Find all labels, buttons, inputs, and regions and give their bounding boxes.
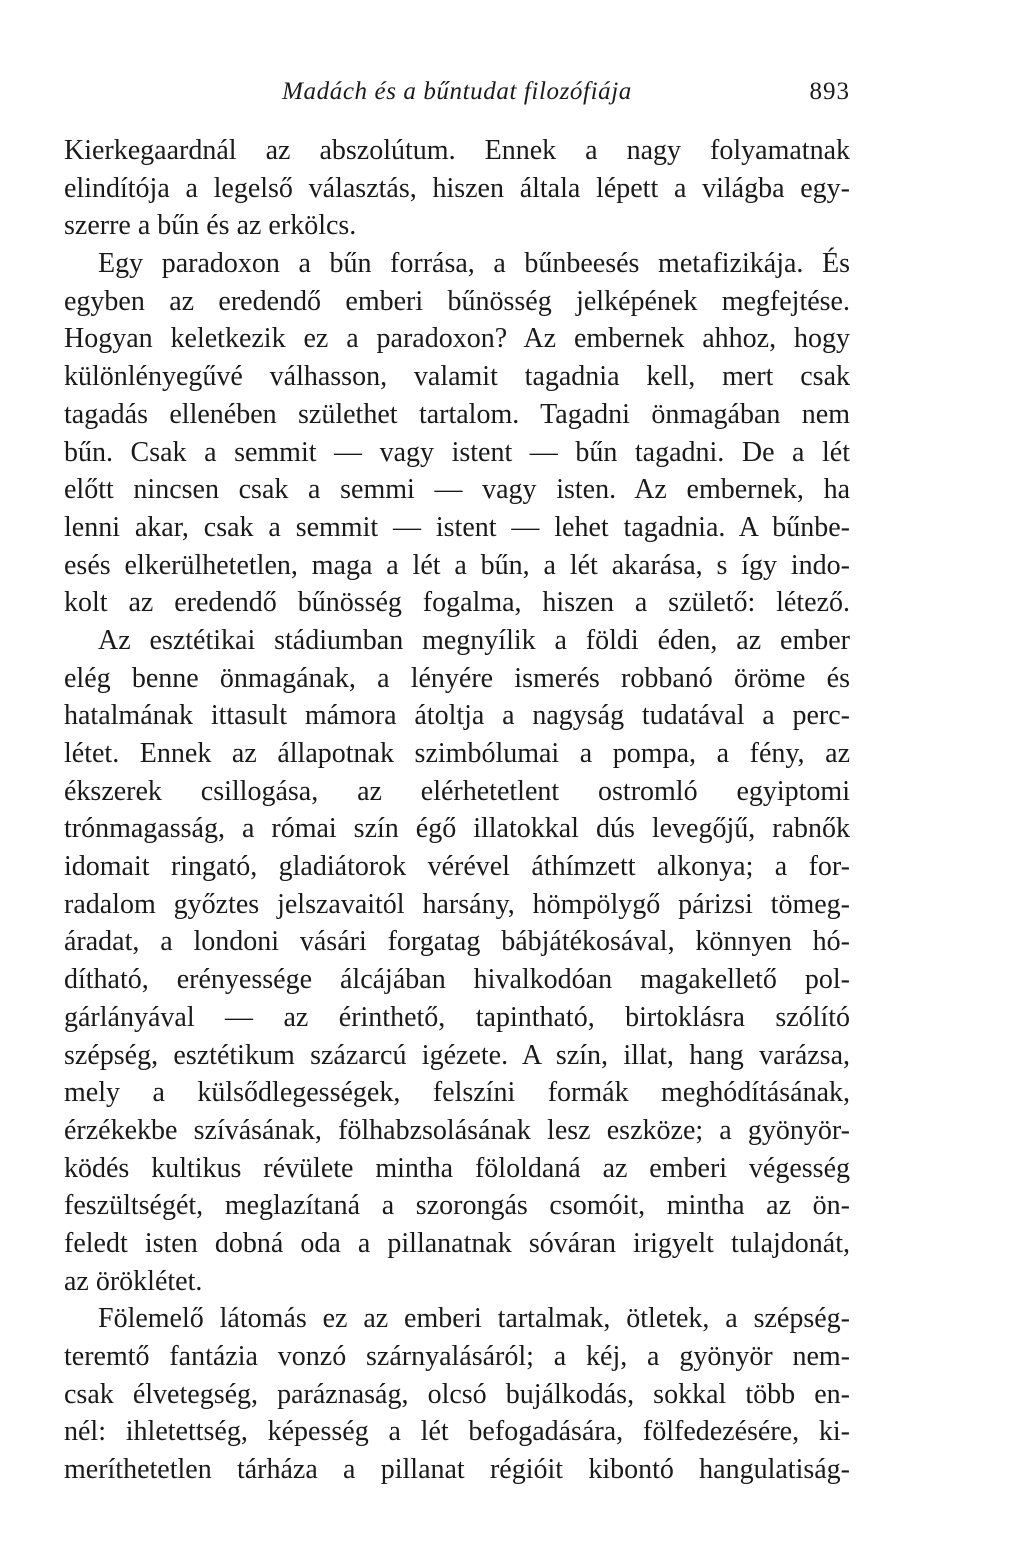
text-line: lenni akar, csak a semmit — istent — lehet tagadnia. A bűnbe- xyxy=(64,511,850,543)
text-line: ékszerek csillogása, az elérhetetlent ostromló egyiptomi xyxy=(64,775,850,807)
text-line: dítható, erényessége álcájában hivalkodóan magakellető pol- xyxy=(64,964,850,996)
text-line: egyben az eredendő emberi bűnösség jelképének megfejtése. xyxy=(64,285,850,317)
text-line: szerre a bűn és az erkölcs. xyxy=(64,210,357,242)
text-line: elég benne önmagának, a lényére ismerés robbanó öröme és xyxy=(64,662,850,694)
body-text xyxy=(64,132,850,1489)
text-line: trónmagasság, a római szín égő illatokkal dús levegőjű, rabnők xyxy=(64,813,850,845)
text-line: Kierkegaardnál az abszolútum. Ennek a nagy folyamatnak xyxy=(64,135,850,166)
text-line: idomait ringató, gladiátorok vérével áthímzett alkonya; a for- xyxy=(64,851,850,883)
text-line: radalom győztes jelszavaitól harsány, hömpölygő párizsi tömeg- xyxy=(64,888,850,920)
text-line: érzékekbe szívásának, fölhabzsolásának lesz eszköze; a gyönyör- xyxy=(64,1114,850,1146)
text-line: az öröklétet. xyxy=(64,1265,203,1297)
text-line: Az esztétikai stádiumban megnyílik a földi éden, az ember xyxy=(98,624,850,656)
page-number: 893 xyxy=(809,78,850,105)
text-line: előtt nincsen csak a semmi — vagy isten. Az embernek, ha xyxy=(64,474,850,506)
text-line: elindítója a legelső választás, hiszen általa lépett a világba egy- xyxy=(64,172,850,204)
text-line: Fölemelő látomás ez az emberi tartalmak, ötletek, a szépség- xyxy=(98,1303,850,1335)
text-line: tagadás ellenében születhet tartalom. Tagadni önmagában nem xyxy=(64,398,850,430)
text-line: szépség, esztétikum százarcú igézete. A szín, illat, hang varázsa, xyxy=(64,1039,850,1071)
running-head xyxy=(64,78,850,114)
text-line: Egy paradoxon a bűn forrása, a bűnbeesés metafizikája. És xyxy=(98,248,850,280)
text-line: csak élvetegség, paráznaság, olcsó bujálkodás, sokkal több en- xyxy=(64,1378,850,1410)
text-line: kolt az eredendő bűnösség fogalma, hiszen a születő: létező. xyxy=(64,587,850,619)
text-line: meríthetetlen tárháza a pillanat régióit kibontó hangulatiság- xyxy=(64,1454,850,1486)
text-line: bűn. Csak a semmit — vagy istent — bűn tagadni. De a lét xyxy=(64,436,850,468)
running-title: Madách és a bűntudat filozófiája xyxy=(282,78,632,105)
text-line: teremtő fantázia vonzó szárnyalásáról; a kéj, a gyönyör nem- xyxy=(64,1341,850,1372)
text-line: áradat, a londoni vásári forgatag bábjátékosával, könnyen hó- xyxy=(64,926,850,958)
text-line: esés elkerülhetetlen, maga a lét a bűn, a lét akarása, s így indo- xyxy=(64,549,850,581)
text-line: gárlányával — az érinthető, tapintható, birtoklásra szólító xyxy=(64,1001,850,1033)
text-line: feszültségét, meglazítaná a szorongás csomóit, mintha az ön- xyxy=(64,1190,850,1222)
text-line: feledt isten dobná oda a pillanatnak sóváran irigyelt tulajdonát, xyxy=(64,1227,850,1259)
text-line: létet. Ennek az állapotnak szimbólumai a pompa, a fény, az xyxy=(64,738,850,769)
text-line: hatalmának ittasult mámora átoltja a nagyság tudatával a perc- xyxy=(64,700,850,732)
text-line: ködés kultikus révülete mintha föloldaná az emberi végesség xyxy=(64,1152,850,1184)
text-line: Hogyan keletkezik ez a paradoxon? Az embernek ahhoz, hogy xyxy=(64,323,850,355)
text-line: mely a külsődlegességek, felszíni formák meghódításának, xyxy=(64,1077,850,1109)
text-line: különlényegűvé válhasson, valamit tagadnia kell, mert csak xyxy=(64,361,850,393)
text-line: nél: ihletettség, képesség a lét befogadására, fölfedezésére, ki- xyxy=(64,1416,850,1448)
